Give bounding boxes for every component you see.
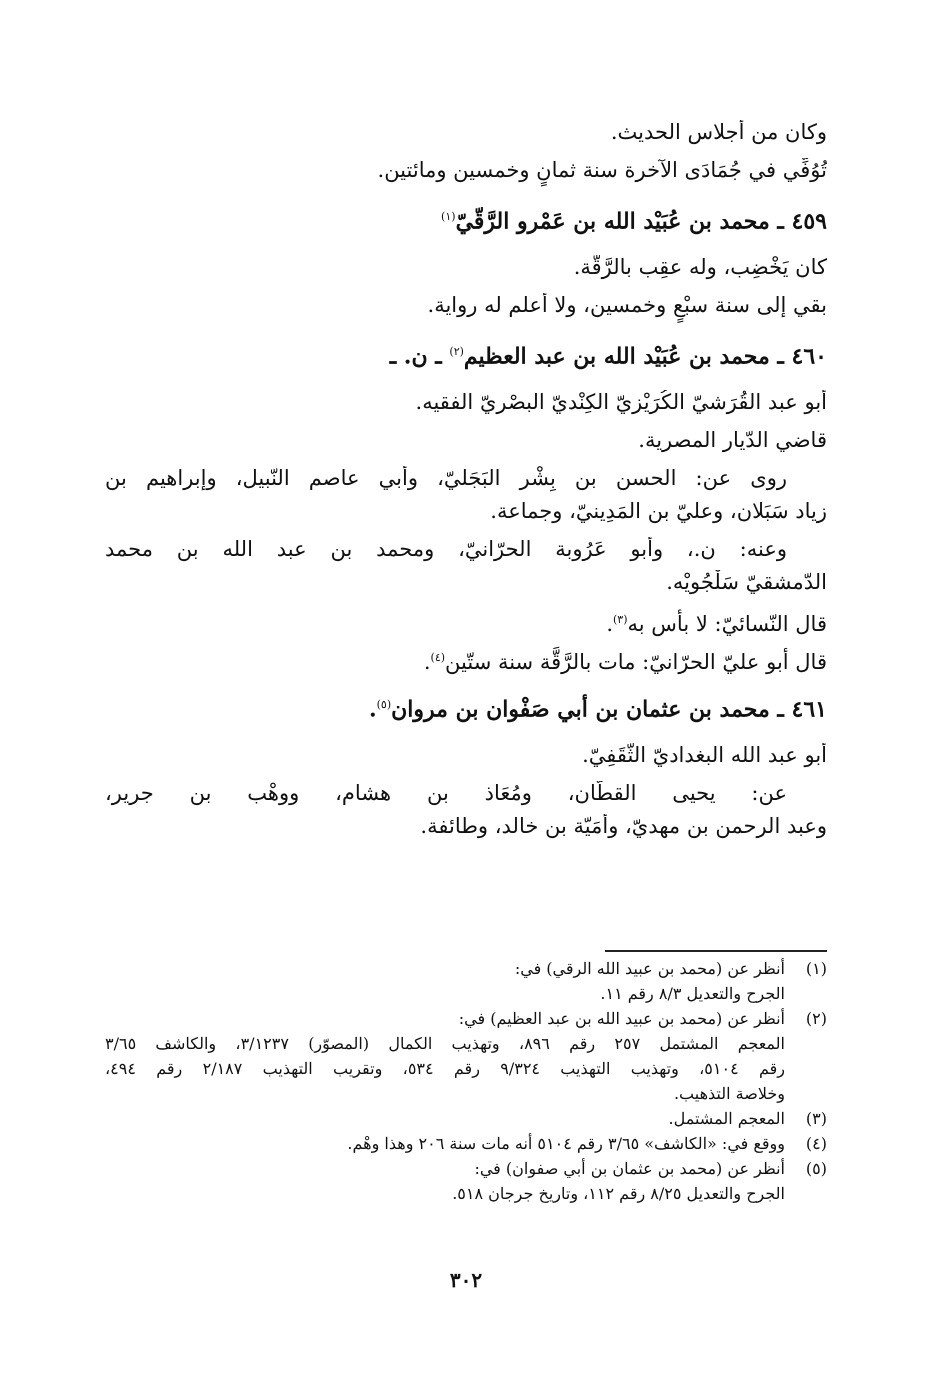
text-line: وعنه: ن.، وأبو عَرُوبة الحرّانيّ، ومحمد بن عبد الله بن محمد xyxy=(105,537,787,561)
footnote-ref: (٤) xyxy=(430,651,446,664)
footnote xyxy=(105,1006,827,1106)
footnote-number: (١) xyxy=(805,959,827,978)
text-line: زياد سَبَلان، وعليّ بن المَدِينيّ، وجماعة. xyxy=(490,499,827,523)
entry-heading-459: ٤٥٩ ـ محمد بن عُبَيْد الله بن عَمْرو الرَّقّيّ$^{(١)}$ xyxy=(441,208,827,235)
footnote-line: الجرح والتعديل ٨/٢٥ رقم ١١٢، وتاريخ جرجان ٥١٨. xyxy=(452,1184,785,1203)
text-line: بقي إلى سنة سبْعٍ وخمسين، ولا أعلم له رواية. xyxy=(427,293,827,317)
footnote xyxy=(105,1131,827,1156)
text-line: كان يَخْضِب، وله عقِب بالرَّقَّة. xyxy=(573,255,827,279)
footnotes xyxy=(105,956,827,1206)
footnote-ref: (٢) xyxy=(449,345,464,358)
footnote-number: (٥) xyxy=(805,1159,827,1178)
footnote-ref: (١) xyxy=(441,210,456,223)
text-line: وكان من أجلاس الحديث. xyxy=(610,120,827,144)
footnote-line: أنظر عن (محمد بن عثمان بن أبي صفوان) في: xyxy=(474,1159,785,1178)
footnote xyxy=(105,956,827,1006)
entry-heading-460: ٤٦٠ ـ محمد بن عُبَيْد الله بن عبد العظيم$^{(٢)}$ ـ ن. ـ xyxy=(389,343,827,370)
text-line: قاضي الدّيار المصرية. xyxy=(638,428,827,452)
text-line: تُوُفِّي في جُمَادَى الآخرة سنة ثمانٍ وخمسين ومائتين. xyxy=(377,158,827,182)
footnote-line: أنظر عن (محمد بن عبيد الله بن عبد العظيم) في: xyxy=(458,1009,785,1028)
page-number: ٣٠٢ xyxy=(449,1268,483,1292)
text-line: الدّمشقيّ سَلْجُويْه. xyxy=(666,570,827,594)
main-text xyxy=(105,120,827,852)
text-line: وعبد الرحمن بن مهديّ، وأُمَيّة بن خالد، وطائفة. xyxy=(420,814,827,838)
entry-heading-461: ٤٦١ ـ محمد بن عثمان بن أبي صَفْوان بن مروان$^{(٥)}$. xyxy=(368,696,827,723)
text-line: قال أبو عليّ الحرّانيّ: مات بالرَّقَّة سنة ستّين$^{(٤)}$. xyxy=(423,650,827,674)
footnote-number: (٣) xyxy=(805,1109,827,1128)
footnote-line: المعجم المشتمل. xyxy=(668,1109,785,1128)
footnote xyxy=(105,1106,827,1131)
footnote-number: (٤) xyxy=(805,1134,827,1153)
text-line: عن: يحيى القطّان، ومُعَاذ بن هشام، ووهْب بن جرير، xyxy=(105,781,787,805)
footnote-ref: (٣) xyxy=(613,613,628,626)
footnote-number: (٢) xyxy=(805,1009,827,1028)
footnote-line: رقم ٥١٠٤، وتهذيب التهذيب ٩/٣٢٤ رقم ٥٣٤، وتقريب التهذيب ٢/١٨٧ رقم ٤٩٤، xyxy=(105,1059,785,1078)
footnote-divider xyxy=(605,950,827,952)
text-line: روى عن: الحسن بن بِشْر البَجَليّ، وأبي عاصم النّبيل، وإبراهيم بن xyxy=(105,466,787,490)
text-line: أبو عبد الله البغداديّ الثَّقَفِيّ. xyxy=(582,743,827,767)
footnote-ref: (٥) xyxy=(376,698,392,711)
footnote-line: ووقع في: «الكاشف» ٣/٦٥ رقم ٥١٠٤ أنه مات سنة ٢٠٦ وهذا وهْم. xyxy=(347,1134,785,1153)
text-line: أبو عبد القُرَشيّ الكُرَيْزيّ الكِنْديّ البصْريّ الفقيه. xyxy=(415,390,827,414)
footnote xyxy=(105,1156,827,1206)
text-line: قال النّسائيّ: لا بأس به$^{(٣)}$. xyxy=(606,612,827,636)
footnote-line: الجرح والتعديل ٨/٣ رقم ١١. xyxy=(600,984,785,1003)
footnote-line: أنظر عن (محمد بن عبيد الله الرقي) في: xyxy=(514,959,785,978)
footnote-line: وخلاصة التذهيب. xyxy=(673,1084,785,1103)
footnote-line: المعجم المشتمل ٢٥٧ رقم ٨٩٦، وتهذيب الكمال (المصوّر) ٣/١٢٣٧، والكاشف ٣/٦٥ xyxy=(105,1034,785,1053)
